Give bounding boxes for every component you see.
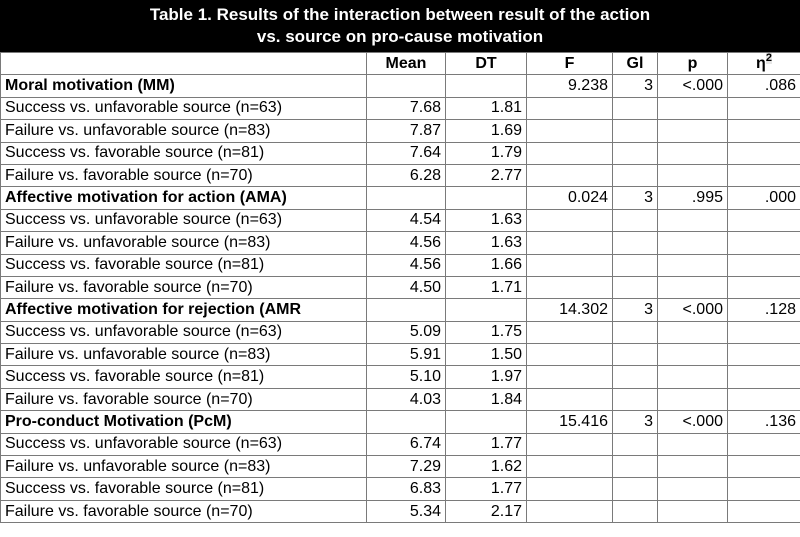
table-body <box>1 75 800 523</box>
gl-empty <box>613 500 658 522</box>
f-empty <box>527 433 613 455</box>
gl-empty <box>613 209 658 231</box>
group-dt-empty <box>446 75 527 97</box>
gl-empty <box>613 97 658 119</box>
eta-empty <box>728 164 800 186</box>
dt-value: 2.77 <box>446 164 527 186</box>
group-label: Affective motivation for rejection (AMR <box>1 299 367 321</box>
dt-value: 1.71 <box>446 276 527 298</box>
condition-label: Failure vs. favorable source (n=70) <box>1 164 367 186</box>
dt-value: 1.66 <box>446 254 527 276</box>
gl-empty <box>613 142 658 164</box>
f-empty <box>527 388 613 410</box>
condition-label: Failure vs. unfavorable source (n=83) <box>1 232 367 254</box>
header-mean: Mean <box>367 53 446 75</box>
mean-value: 4.03 <box>367 388 446 410</box>
results-table <box>0 52 800 523</box>
f-empty <box>527 478 613 500</box>
mean-value: 5.91 <box>367 344 446 366</box>
group-f-value: 9.238 <box>527 75 613 97</box>
f-empty <box>527 97 613 119</box>
table-row <box>1 366 800 388</box>
group-row <box>1 187 800 209</box>
group-p-value: <.000 <box>658 411 728 433</box>
group-f-value: 15.416 <box>527 411 613 433</box>
condition-label: Failure vs. favorable source (n=70) <box>1 388 367 410</box>
eta-empty <box>728 433 800 455</box>
p-empty <box>658 164 728 186</box>
group-row <box>1 299 800 321</box>
group-eta-value: .128 <box>728 299 800 321</box>
p-empty <box>658 456 728 478</box>
eta-empty <box>728 120 800 142</box>
gl-empty <box>613 388 658 410</box>
table-title-line-1: Table 1. Results of the interaction between result of the action <box>149 5 651 24</box>
header-eta-squared <box>728 53 800 75</box>
dt-value: 2.17 <box>446 500 527 522</box>
eta-empty <box>728 456 800 478</box>
table-title-line-2: vs. source on pro-cause motivation <box>256 27 544 46</box>
dt-value: 1.84 <box>446 388 527 410</box>
condition-label: Failure vs. unfavorable source (n=83) <box>1 344 367 366</box>
f-empty <box>527 254 613 276</box>
dt-value: 1.63 <box>446 232 527 254</box>
p-empty <box>658 433 728 455</box>
gl-empty <box>613 478 658 500</box>
table-row <box>1 500 800 522</box>
table-row <box>1 142 800 164</box>
p-empty <box>658 500 728 522</box>
f-empty <box>527 366 613 388</box>
condition-label: Success vs. favorable source (n=81) <box>1 478 367 500</box>
table-row <box>1 254 800 276</box>
condition-label: Success vs. unfavorable source (n=63) <box>1 97 367 119</box>
p-empty <box>658 254 728 276</box>
p-empty <box>658 276 728 298</box>
condition-label: Success vs. unfavorable source (n=63) <box>1 209 367 231</box>
gl-empty <box>613 120 658 142</box>
dt-value: 1.69 <box>446 120 527 142</box>
f-empty <box>527 142 613 164</box>
header-f: F <box>527 53 613 75</box>
header-row <box>1 53 800 75</box>
p-empty <box>658 388 728 410</box>
f-empty <box>527 344 613 366</box>
group-mean-empty <box>367 411 446 433</box>
dt-value: 1.79 <box>446 142 527 164</box>
dt-value: 1.62 <box>446 456 527 478</box>
p-empty <box>658 209 728 231</box>
condition-label: Success vs. unfavorable source (n=63) <box>1 433 367 455</box>
dt-value: 1.97 <box>446 366 527 388</box>
eta-empty <box>728 388 800 410</box>
table-row <box>1 164 800 186</box>
f-empty <box>527 321 613 343</box>
eta-empty <box>728 344 800 366</box>
group-p-value: <.000 <box>658 75 728 97</box>
group-dt-empty <box>446 299 527 321</box>
p-empty <box>658 344 728 366</box>
group-gl-value: 3 <box>613 187 658 209</box>
mean-value: 7.64 <box>367 142 446 164</box>
mean-value: 5.10 <box>367 366 446 388</box>
dt-value: 1.81 <box>446 97 527 119</box>
group-dt-empty <box>446 187 527 209</box>
gl-empty <box>613 433 658 455</box>
eta-empty <box>728 366 800 388</box>
mean-value: 5.34 <box>367 500 446 522</box>
gl-empty <box>613 254 658 276</box>
group-f-value: 14.302 <box>527 299 613 321</box>
gl-empty <box>613 232 658 254</box>
table-title <box>0 0 800 52</box>
mean-value: 6.83 <box>367 478 446 500</box>
eta-empty <box>728 276 800 298</box>
eta-empty <box>728 209 800 231</box>
mean-value: 7.68 <box>367 97 446 119</box>
eta-superscript: 2 <box>765 52 772 65</box>
dt-value: 1.50 <box>446 344 527 366</box>
table-row <box>1 209 800 231</box>
gl-empty <box>613 456 658 478</box>
condition-label: Failure vs. unfavorable source (n=83) <box>1 120 367 142</box>
group-f-value: 0.024 <box>527 187 613 209</box>
group-row <box>1 411 800 433</box>
p-empty <box>658 120 728 142</box>
table-row <box>1 321 800 343</box>
table-row <box>1 120 800 142</box>
condition-label: Success vs. favorable source (n=81) <box>1 254 367 276</box>
table-row <box>1 433 800 455</box>
group-gl-value: 3 <box>613 75 658 97</box>
f-empty <box>527 232 613 254</box>
mean-value: 7.29 <box>367 456 446 478</box>
table-row <box>1 97 800 119</box>
group-label: Affective motivation for action (AMA) <box>1 187 367 209</box>
mean-value: 4.56 <box>367 254 446 276</box>
mean-value: 7.87 <box>367 120 446 142</box>
condition-label: Failure vs. unfavorable source (n=83) <box>1 456 367 478</box>
table-row <box>1 456 800 478</box>
group-mean-empty <box>367 299 446 321</box>
mean-value: 6.74 <box>367 433 446 455</box>
group-gl-value: 3 <box>613 299 658 321</box>
gl-empty <box>613 164 658 186</box>
f-empty <box>527 456 613 478</box>
condition-label: Success vs. favorable source (n=81) <box>1 366 367 388</box>
group-eta-value: .086 <box>728 75 800 97</box>
group-label: Moral motivation (MM) <box>1 75 367 97</box>
p-empty <box>658 366 728 388</box>
p-empty <box>658 232 728 254</box>
group-mean-empty <box>367 187 446 209</box>
eta-symbol: η <box>756 54 766 72</box>
dt-value: 1.77 <box>446 433 527 455</box>
gl-empty <box>613 276 658 298</box>
mean-value: 4.56 <box>367 232 446 254</box>
condition-label: Success vs. unfavorable source (n=63) <box>1 321 367 343</box>
dt-value: 1.63 <box>446 209 527 231</box>
mean-value: 4.54 <box>367 209 446 231</box>
f-empty <box>527 209 613 231</box>
f-empty <box>527 500 613 522</box>
eta-empty <box>728 97 800 119</box>
mean-value: 5.09 <box>367 321 446 343</box>
group-row <box>1 75 800 97</box>
p-empty <box>658 321 728 343</box>
eta-empty <box>728 478 800 500</box>
group-gl-value: 3 <box>613 411 658 433</box>
header-gl: Gl <box>613 53 658 75</box>
f-empty <box>527 120 613 142</box>
table-row <box>1 276 800 298</box>
mean-value: 4.50 <box>367 276 446 298</box>
gl-empty <box>613 321 658 343</box>
dt-value: 1.77 <box>446 478 527 500</box>
group-eta-value: .000 <box>728 187 800 209</box>
eta-empty <box>728 254 800 276</box>
eta-empty <box>728 321 800 343</box>
condition-label: Failure vs. favorable source (n=70) <box>1 276 367 298</box>
eta-empty <box>728 232 800 254</box>
eta-empty <box>728 500 800 522</box>
header-empty-cell <box>1 53 367 75</box>
header-dt: DT <box>446 53 527 75</box>
condition-label: Success vs. favorable source (n=81) <box>1 142 367 164</box>
p-empty <box>658 97 728 119</box>
f-empty <box>527 164 613 186</box>
table-row <box>1 388 800 410</box>
condition-label: Failure vs. favorable source (n=70) <box>1 500 367 522</box>
group-p-value: <.000 <box>658 299 728 321</box>
group-label: Pro-conduct Motivation (PcM) <box>1 411 367 433</box>
table-row <box>1 478 800 500</box>
group-eta-value: .136 <box>728 411 800 433</box>
f-empty <box>527 276 613 298</box>
gl-empty <box>613 366 658 388</box>
mean-value: 6.28 <box>367 164 446 186</box>
gl-empty <box>613 344 658 366</box>
table-row <box>1 344 800 366</box>
p-empty <box>658 478 728 500</box>
p-empty <box>658 142 728 164</box>
header-p: p <box>658 53 728 75</box>
dt-value: 1.75 <box>446 321 527 343</box>
group-p-value: .995 <box>658 187 728 209</box>
table-row <box>1 232 800 254</box>
eta-empty <box>728 142 800 164</box>
group-dt-empty <box>446 411 527 433</box>
group-mean-empty <box>367 75 446 97</box>
